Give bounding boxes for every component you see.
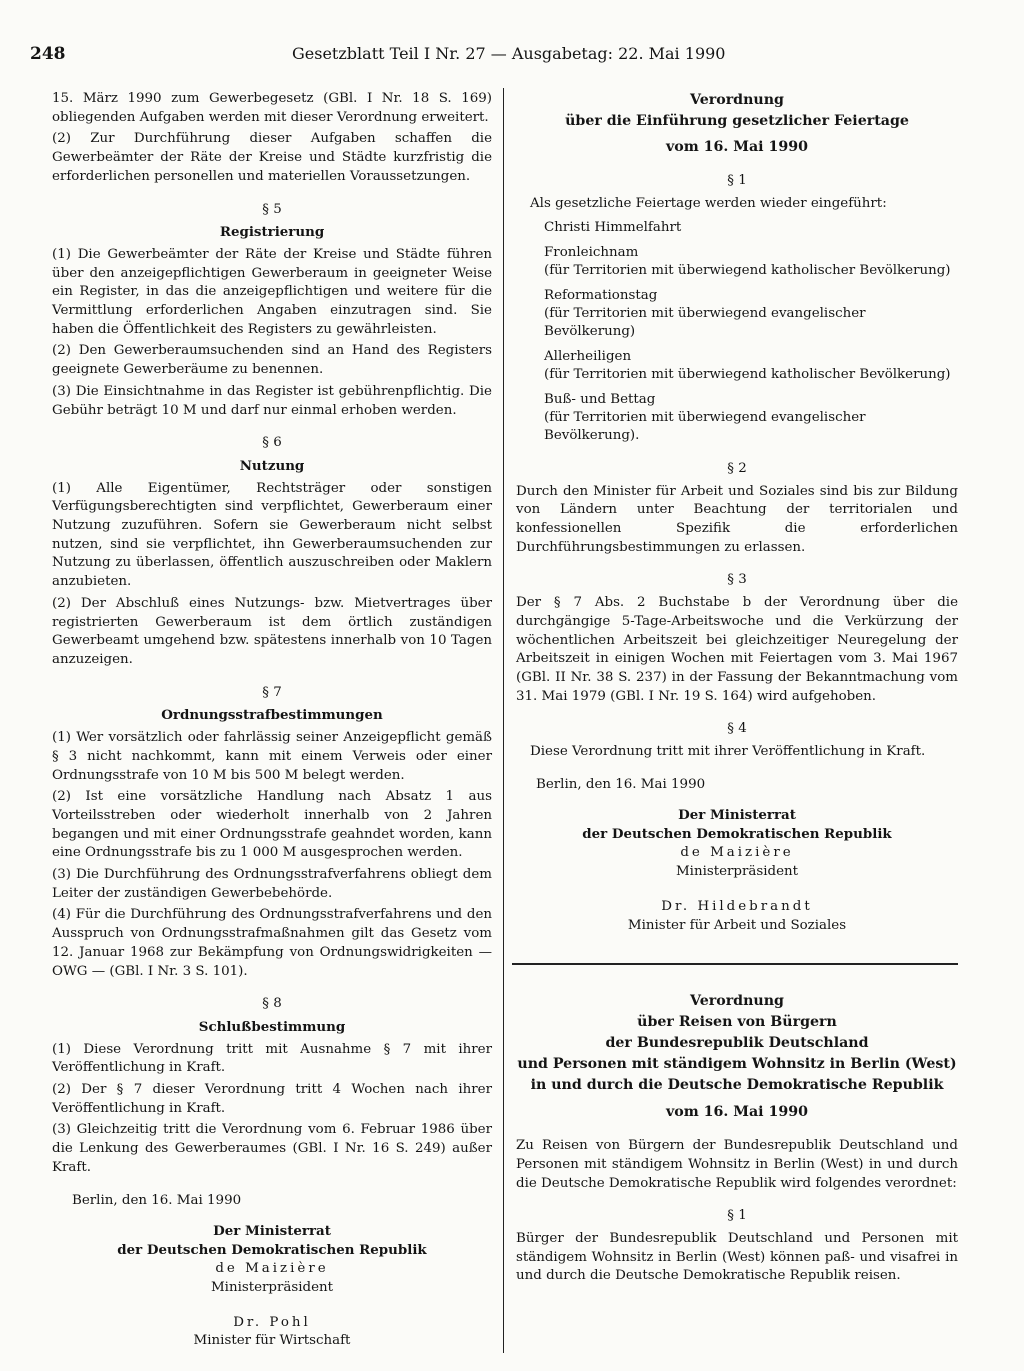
signatory-role: Minister für Wirtschaft	[193, 1333, 351, 1349]
section-title: Schlußbestimmung	[198, 1018, 346, 1035]
ordinance-date: vom 16. Mai 1990	[666, 1104, 808, 1121]
paragraph: Zu Reisen von Bürgern der Bundesrepublik Deutschland und Personen mit ständigem Wohnsitz in Berlin (West) in und durch die Deutsche Demokratische Republik wird folgendes verordnet:	[516, 1138, 958, 1191]
section-number: § 8	[262, 996, 282, 1012]
paragraph: 15. März 1990 zum Gewerbegesetz (GBl. I Nr. 18 S. 169) obliegenden Aufgaben werden mit dieser Verordnung erweitert.	[52, 91, 492, 125]
list-item: Reformationstag (für Territorien mit überwiegend evangelischer Bevölkerung)	[544, 287, 866, 340]
section-number: § 5	[262, 201, 282, 217]
paragraph: (2) Der § 7 dieser Verordnung tritt 4 Wochen nach ihrer Veröffentlichung in Kraft.	[52, 1082, 492, 1116]
ordinance-title: und Personen mit ständigem Wohnsitz in Berlin (West)	[517, 1056, 957, 1073]
section-number: § 1	[727, 1208, 747, 1224]
section-number: § 7	[262, 684, 282, 700]
section-number: § 1	[727, 173, 747, 188]
section-number: § 4	[727, 721, 747, 737]
list-item: Allerheiligen (für Territorien mit überwiegend katholischer Bevölkerung)	[544, 348, 951, 383]
paragraph: Als gesetzliche Feiertage werden wieder eingeführt:	[530, 195, 887, 211]
section-number: § 3	[727, 572, 747, 588]
paragraph: Bürger der Bundesrepublik Deutschland und Personen mit ständigem Wohnsitz in Berlin (West) können paß- und visafrei in und durch die Deutsche Demokratische Republik reisen.	[516, 1231, 958, 1284]
paragraph: (4) Für die Durchführung des Ordnungsstrafverfahrens und den Ausspruch von Ordnungsstrafmaßnahmen gilt das Gesetz vom 12. Januar 1968 zur Bekämpfung von Ordnungswidrigkeiten — OWG — (GBl. I Nr. 3 S. 101).	[52, 907, 492, 979]
signatory-name: Dr. Pohl	[233, 1314, 311, 1330]
paragraph: (3) Die Einsichtnahme in das Register ist gebührenpflichtig. Die Gebühr beträgt 10 M und darf nur einmal erhoben werden.	[52, 383, 492, 418]
ordinance-title: der Bundesrepublik Deutschland	[605, 1035, 869, 1052]
signatory-org: der Deutschen Demokratischen Republik	[582, 826, 892, 843]
paragraph: (2) Den Gewerberaumsuchenden sind an Hand des Registers geeignete Gewerberäume zu benennen.	[52, 343, 492, 378]
signatory-org: Der Ministerrat	[213, 1223, 331, 1240]
signatory-role: Ministerpräsident	[675, 864, 799, 880]
paragraph: (1) Die Gewerbeämter der Räte der Kreise und Städte führen über den anzeigepflichtigen Gewerberaum in geeigneter Weise ein Register, in das die anzeigepflichtigen und weitere für die Vermittlung erforderlichen Angaben einzutragen sind. Sie haben die Öffentlichkeit des Registers zu gewährleisten.	[52, 246, 492, 337]
list-item: Christi Himmelfahrt	[544, 220, 682, 236]
ordinance-title: Verordnung	[690, 92, 784, 108]
ordinance-title: über Reisen von Bürgern	[637, 1014, 837, 1031]
section-number: § 2	[727, 460, 747, 476]
paragraph: (1) Alle Eigentümer, Rechtsträger oder sonstigen Verfügungsberechtigten sind verpflichtet, Gewerberaum einer Nutzung zuzuführen. Sofern sie Gewerberaum nicht selbst nutzen, sind sie verpflichtet, ihn Gewerberaumsuchenden zur Nutzung zu überlassen, öffentlich auszuschreiben oder Maklern anzubieten.	[52, 480, 492, 590]
paragraph: (3) Gleichzeitig tritt die Verordnung vom 6. Februar 1986 über die Lenkung des Gewerberaumes (GBl. I Nr. 16 S. 249) außer Kraft.	[52, 1122, 492, 1175]
paragraph: (2) Der Abschluß eines Nutzungs- bzw. Mietvertrages über registrierten Gewerberaum ist dem örtlich zuständigen Gewerbeamt umgehend bzw. spätestens innerhalb von 10 Tagen anzuzeigen.	[52, 595, 492, 667]
page-header	[30, 44, 730, 70]
signatory-name: de Maizière	[215, 1261, 329, 1277]
signatory-role: Minister für Arbeit und Soziales	[627, 917, 847, 933]
paragraph: (3) Die Durchführung des Ordnungsstrafverfahrens obliegt dem Leiter der zuständigen Gewerbebehörde.	[52, 867, 492, 901]
paragraph: (1) Wer vorsätzlich oder fahrlässig seiner Anzeigepflicht gemäß § 3 nicht nachkommt, kann mit einem Verweis oder einer Ordnungsstrafe von 10 M bis 500 M belegt werden.	[52, 730, 492, 783]
signatory-org: Der Ministerrat	[678, 807, 796, 824]
place-date: Berlin, den 16. Mai 1990	[536, 776, 706, 792]
section-number: § 6	[262, 435, 282, 451]
section-title: Ordnungsstrafbestimmungen	[161, 707, 383, 724]
column-divider	[503, 88, 504, 1353]
place-date: Berlin, den 16. Mai 1990	[72, 1192, 242, 1208]
signatory-org: der Deutschen Demokratischen Republik	[117, 1242, 427, 1259]
paragraph: (2) Ist eine vorsätzliche Handlung nach Absatz 1 aus Vorteilsstreben oder wiederholt innerhalb von 2 Jahren begangen und mit einer Ordnungsstrafe geahndet worden, kann eine Ordnungsstrafe bis zu 1 000 M ausgesprochen werden.	[52, 789, 492, 861]
paragraph: Der § 7 Abs. 2 Buchstabe b der Verordnung über die durchgängige 5-Tage-Arbeitswoche und die Verkürzung der wöchentlichen Arbeitszeit bei gleichzeitiger Neuregelung der Arbeitszeit in einigen Wochen mit Feiertagen vom 3. Mai 1967 (GBl. II Nr. 38 S. 237) in der Fassung der Bekanntmachung vom 31. Mai 1979 (GBl. I Nr. 19 S. 164) wird aufgehoben.	[516, 595, 958, 704]
left-column	[52, 90, 492, 1351]
ordinance-title: in und durch die Deutsche Demokratische Republik	[530, 1077, 944, 1094]
right-column	[516, 90, 958, 1289]
list-item: Buß- und Bettag (für Territorien mit überwiegend evangelischer Bevölkerung).	[544, 391, 866, 444]
holiday-list	[544, 219, 958, 445]
signatory-role: Ministerpräsident	[210, 1279, 334, 1295]
section-title: Nutzung	[239, 457, 305, 474]
paragraph: Diese Verordnung tritt mit ihrer Veröffentlichung in Kraft.	[530, 744, 926, 760]
section-divider	[512, 963, 958, 965]
paragraph: Durch den Minister für Arbeit und Soziales sind bis zur Bildung von Ländern unter Beachtung der territorialen und konfessionellen Spezifik die erforderlichen Durchführungsbestimmungen zu erlassen.	[516, 483, 958, 555]
ordinance-date: vom 16. Mai 1990	[666, 139, 808, 155]
ordinance-title: über die Einführung gesetzlicher Feiertage	[565, 113, 909, 129]
section-title: Registrierung	[219, 224, 325, 241]
signatory-name: Dr. Hildebrandt	[661, 898, 813, 914]
signatory-name: de Maizière	[680, 845, 794, 861]
paragraph: (1) Diese Verordnung tritt mit Ausnahme § 7 mit ihrer Veröffentlichung in Kraft.	[52, 1041, 492, 1076]
list-item: Fronleichnam (für Territorien mit überwiegend katholischer Bevölkerung)	[544, 244, 951, 279]
ordinance-title: Verordnung	[690, 993, 784, 1010]
paragraph: (2) Zur Durchführung dieser Aufgaben schaffen die Gewerbeämter der Räte der Kreise und Städte kurzfristig die erforderlichen personellen und materiellen Voraussetzungen.	[52, 131, 492, 184]
page-number: 248	[30, 44, 66, 64]
gazette-title: Gesetzblatt Teil I Nr. 27 — Ausgabetag: 22. Mai 1990	[292, 44, 726, 63]
